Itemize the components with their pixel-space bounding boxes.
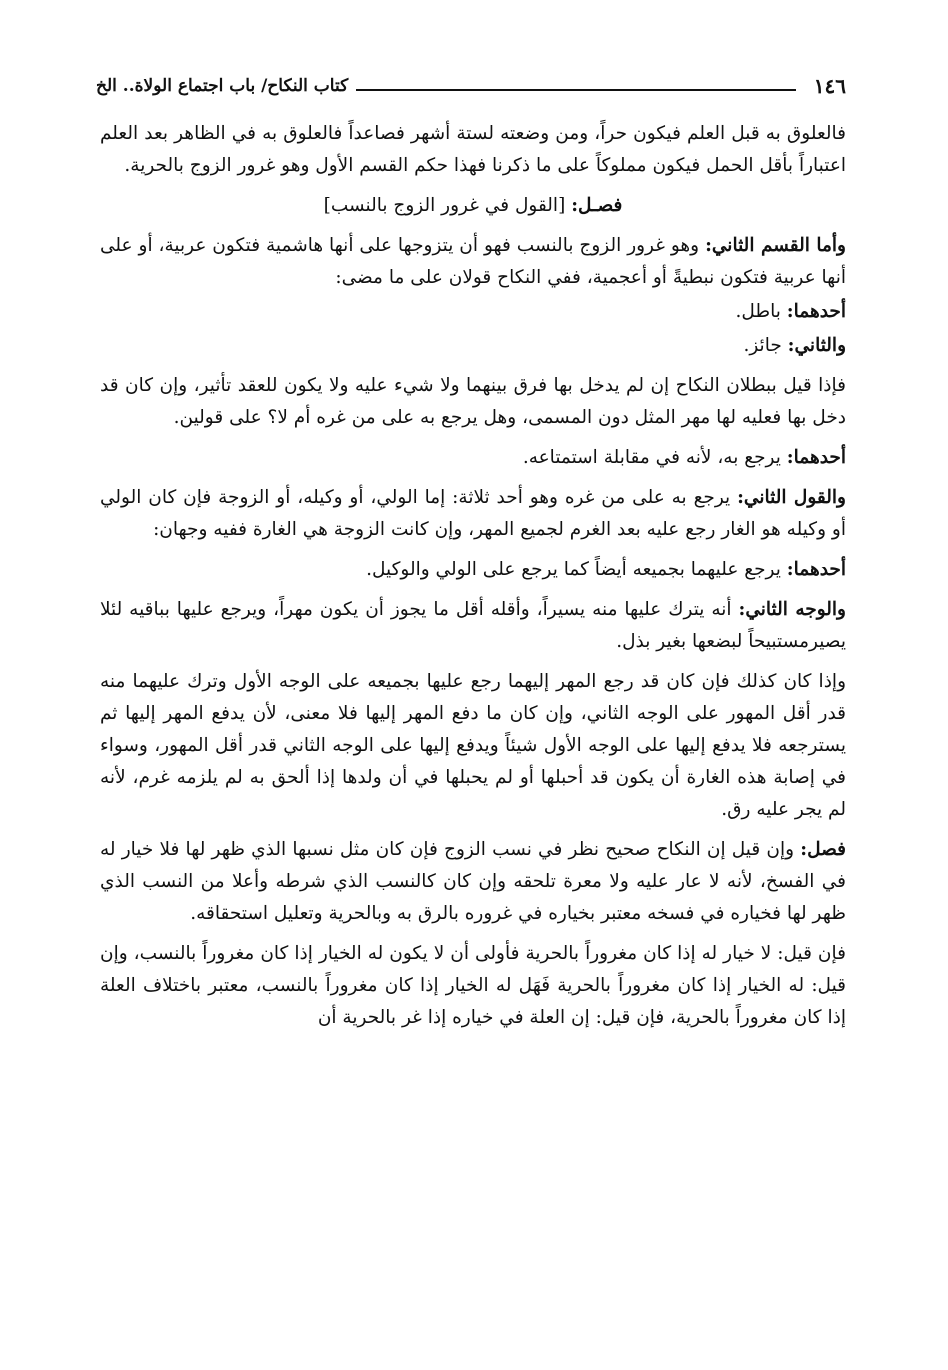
page-number: ١٤٦ (813, 74, 846, 98)
page-header (96, 66, 846, 106)
paragraph-12: فإن قيل: لا خيار له إذا كان مغروراً بالحرية فأولى أن لا يكون له الخيار إذا كان مغروراً بالنسب، وإن قيل: له الخيار إذا كان مغروراً بالحرية فَهَل له الخيار إذا كان مغروراً بالنسب، معتبر باختلاف العلة إذا كان مغروراً بالحرية، فإن قيل: إن العلة في خياره إذا غر بالحرية أن (100, 943, 846, 1028)
paragraph-2-label: وأما القسم الثاني: (705, 235, 846, 256)
section-heading (100, 190, 846, 222)
paragraph-6-text: يرجع به، لأنه في مقابلة استمتاعه. (522, 447, 781, 468)
section-heading-label: فصـل: (571, 195, 623, 216)
paragraph-7-label: والقول الثاني: (737, 487, 846, 508)
paragraph-7-text: يرجع به على من غره وهو أحد ثلاثة: إما الولي، أو وكيله، أو الزوجة فإن كان الولي أو وكيله هو الغار رجع عليه بعد الغرم لجميع المهر، وإن كانت الزوجة هي الغارة ففيه وجهان: (100, 487, 846, 540)
paragraph-6 (100, 442, 846, 474)
paragraph-9-label: والوجه الثاني: (738, 599, 846, 620)
paragraph-5: فإذا قيل ببطلان النكاح إن لم يدخل بها فرق بينهما ولا شيء عليه ولا يكون للعقد تأثير، وإن كان قد دخل بها فعليه لها مهر المثل دون المسمى، وهل يرجع به على من غره أم لا؟ على قولين. (100, 375, 846, 428)
paragraph-7 (100, 482, 846, 546)
paragraph-3-label: أحدهما: (786, 301, 846, 322)
paragraph-2 (100, 230, 846, 294)
paragraph-4-label: والثاني: (787, 335, 846, 356)
paragraph-6-label: أحدهما: (786, 447, 846, 468)
paragraph-11-label: فصل: (800, 839, 846, 860)
paragraph-4-text: جائز. (743, 335, 782, 356)
paragraph-8-label: أحدهما: (786, 559, 846, 580)
paragraph-8-text: يرجع عليهما بجميعه أيضاً كما يرجع على الولي والوكيل. (366, 559, 781, 580)
paragraph-4 (100, 330, 846, 362)
paragraph-11 (100, 834, 846, 930)
paragraph-10: وإذا كان كذلك فإن كان قد رجع المهر إليهما رجع عليها بجميعه على الوجه الأول وترك عليهما منه قدر أقل المهور على الوجه الثاني، وإن كان ما دفع المهر إليها فلا معنى، لأن يدفع المهر إليها ثم يسترجعه فلا يدفع إليها على الوجه الأول شيئاً ويدفع إليها على الوجه الثاني قدر أقل المهور، وسواء في إصابة هذه الغارة أن يكون قد أحبلها أو لم يحبلها في أن ولدها إذا ألحق به لم يلزمه غرم، لأنه لم يجر عليه رق. (100, 671, 846, 820)
paragraph-9 (100, 594, 846, 658)
paragraph-3 (100, 296, 846, 328)
header-rule (356, 89, 796, 91)
paragraph-3-text: باطل. (735, 301, 781, 322)
paragraph-1: فالعلوق به قبل العلم فيكون حراً، ومن وضعته لستة أشهر فصاعداً فالعلوق به في الظاهر بعد العلم اعتباراً بأقل الحمل فيكون مملوكاً على ما ذكرنا فهذا حكم القسم الأول وهو غرور الزوج بالحرية. (100, 123, 846, 176)
paragraph-9-text: أنه يترك عليها منه يسيراً، وأقله أقل ما يجوز أن يكون مهراً، ويرجع عليها بباقيه لئلا يصيرمستبيحاً لبضعها بغير بذل. (100, 599, 846, 652)
paragraph-2-text: وهو غرور الزوج بالنسب فهو أن يتزوجها على أنها هاشمية فتكون عربية، أو على أنها عربية فتكون نبطيةً أو أعجمية، ففي النكاح قولان على ما مضى: (100, 235, 846, 288)
paragraph-11-text: وإن قيل إن النكاح صحيح نظر في نسب الزوج فإن كان مثل نسبها الذي ظهر لها فلا خيار له في الفسخ، لأنه لا عار عليه ولا معرة تلحقه وإن كان كالنسب الذي شرطه وأعلا من النسب الذي ظهر لها فخياره في فسخه معتبر بخياره في غروره بالرق به وبالحرية وتعليل استحقاقه. (100, 839, 846, 924)
paragraph-8 (100, 554, 846, 586)
page-body (100, 118, 846, 1042)
section-heading-title: [القول في غرور الزوج بالنسب] (323, 195, 566, 216)
running-title: كتاب النكاح/ باب اجتماع الولاة.. الخ (96, 76, 349, 96)
